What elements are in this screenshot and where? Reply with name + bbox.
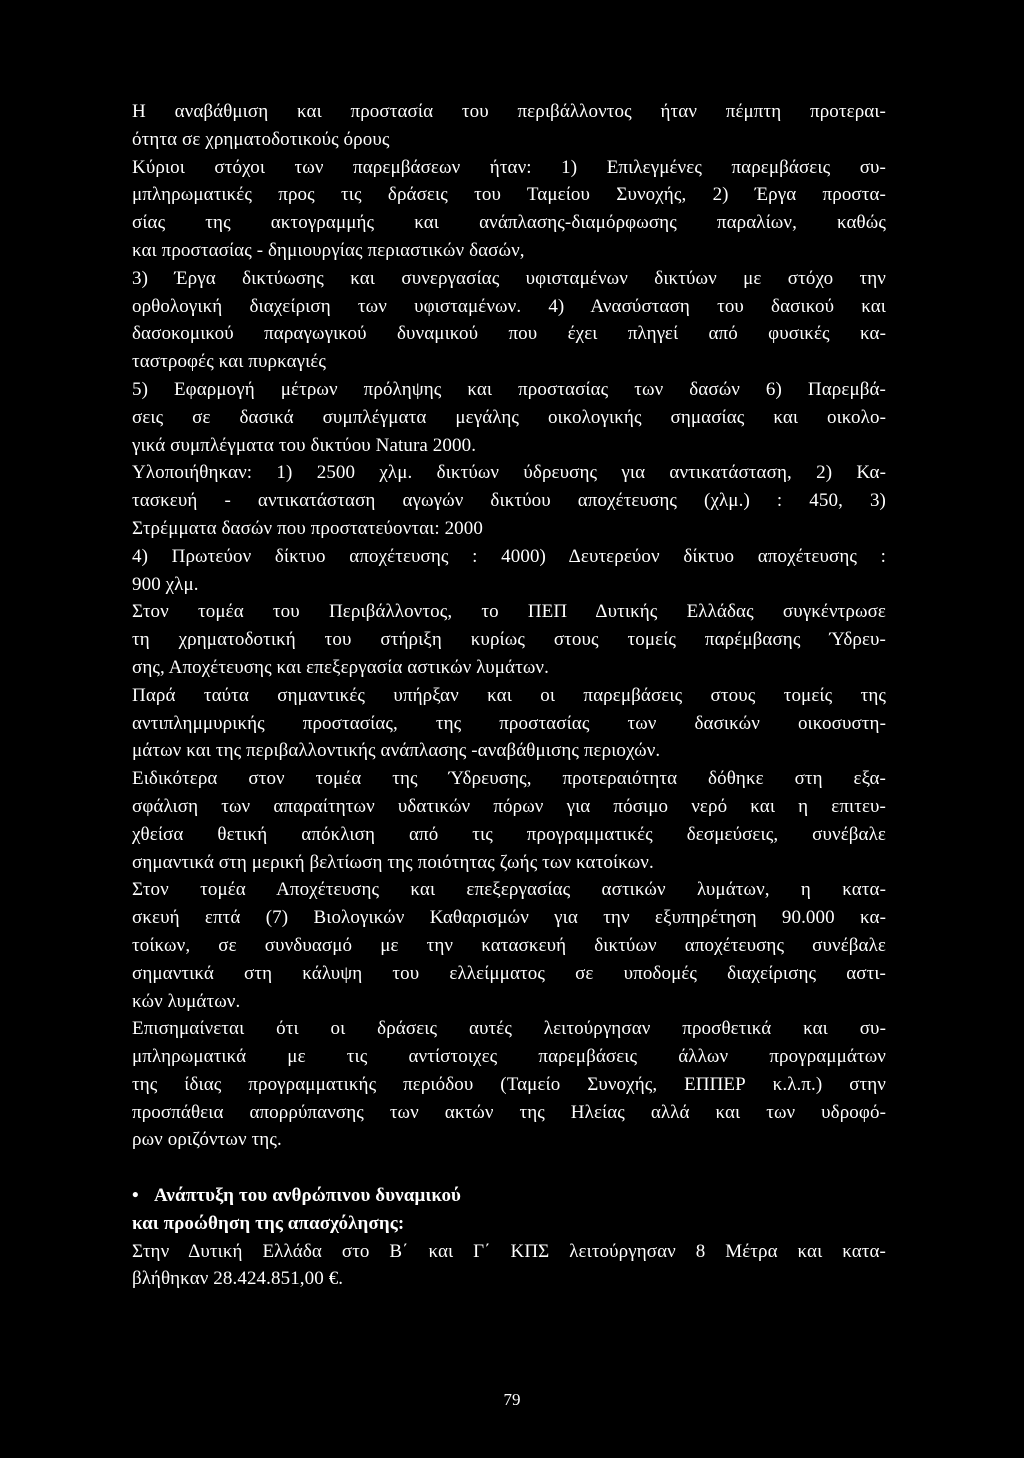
section-heading xyxy=(132,1182,886,1210)
paragraph-line: σης, Αποχέτευσης και επεξεργασία αστικών λυμάτων. xyxy=(132,656,549,678)
paragraph-line: Κύριοι στόχοι των παρεμβάσεων ήταν: 1) Επιλεγμένες παρεμβάσεις συ- xyxy=(132,156,886,178)
paragraph-line: 900 χλμ. xyxy=(132,573,199,595)
paragraph-line: σημαντικά στη μερική βελτίωση της ποιότητας ζωής των κατοίκων. xyxy=(132,851,654,873)
paragraph-line: 4) Πρωτεύον δίκτυο αποχέτευσης : 4000) Δευτερεύον δίκτυο αποχέτευσης : xyxy=(132,545,886,567)
page-number: 79 xyxy=(503,1390,521,1409)
paragraph-line: χθείσα θετική απόκλιση από τις προγραμματικές δεσμεύσεις, συνέβαλε xyxy=(132,823,886,845)
bullet-icon: • xyxy=(132,1185,139,1207)
section-heading-line-2: και προώθηση της απασχόλησης: xyxy=(132,1212,405,1234)
paragraph-line: βλήθηκαν 28.424.851,00 €. xyxy=(132,1268,344,1290)
paragraph-line: Επισημαίνεται ότι οι δράσεις αυτές λειτούργησαν προσθετικά και συ- xyxy=(132,1018,886,1040)
paragraph-line: και προστασίας - δημιουργίας περιαστικών δασών, xyxy=(132,239,525,261)
paragraph-line: Παρά ταύτα σημαντικές υπήρξαν και οι παρεμβάσεις στους τομείς της xyxy=(132,684,886,706)
paragraph-line: 5) Εφαρμογή μέτρων πρόληψης και προστασίας των δασών 6) Παρεμβά- xyxy=(132,378,886,400)
paragraph-line: προσπάθεια απορρύπανσης των ακτών της Ηλείας αλλά και των υδροφό- xyxy=(132,1101,886,1123)
paragraph-line: γικά συμπλέγματα του δικτύου Natura 2000. xyxy=(132,434,477,456)
paragraph-line: Στον τομέα Αποχέτευσης και επεξεργασίας αστικών λυμάτων, η κατα- xyxy=(132,879,886,901)
paragraph-line: σημαντικά στη κάλυψη του ελλείμματος σε υποδομές διαχείρισης αστι- xyxy=(132,962,886,984)
paragraph-line: Στην Δυτική Ελλάδα στο Β΄ και Γ΄ ΚΠΣ λειτούργησαν 8 Μέτρα και κατα- xyxy=(132,1240,886,1262)
paragraph-line: δασοκομικού παραγωγικού δυναμικού που έχει πληγεί από φυσικές κα- xyxy=(132,323,886,345)
paragraph-line: σφάλιση των απαραίτητων υδατικών πόρων για πόσιμο νερό και η επιτευ- xyxy=(132,795,886,817)
paragraph-line: της ίδιας προγραμματικής περιόδου (Ταμείο Συνοχής, ΕΠΠΕΡ κ.λ.π.) στην xyxy=(132,1073,886,1095)
paragraph-line: κών λυμάτων. xyxy=(132,990,241,1012)
paragraph-line: τοίκων, σε συνδυασμό με την κατασκευή δικτύων αποχέτευσης συνέβαλε xyxy=(132,934,886,956)
paragraph-line: Η αναβάθμιση και προστασία του περιβάλλοντος ήταν πέμπτη προτεραι- xyxy=(132,101,886,122)
paragraph-line: 3) Έργα δικτύωσης και συνεργασίας υφισταμένων δικτύων με στόχο την xyxy=(132,267,886,289)
paragraph-line: ότητα σε χρηματοδοτικούς όρους xyxy=(132,128,390,150)
paragraph-line: Στρέμματα δασών που προστατεύονται: 2000 xyxy=(132,517,483,539)
paragraph-line: σκευή επτά (7) Βιολογικών Καθαρισμών για την εξυπηρέτηση 90.000 κα- xyxy=(132,907,886,929)
paragraph-line: Υλοποιήθηκαν: 1) 2500 χλμ. δικτύων ύδρευσης για αντικατάσταση, 2) Κα- xyxy=(132,462,886,484)
paragraph-line: τασκευή - αντικατάσταση αγωγών δικτύου αποχέτευσης (χλμ.) : 450, 3) xyxy=(132,490,886,512)
paragraph-line: μπληρωματικές προς τις δράσεις του Ταμείου Συνοχής, 2) Έργα προστα- xyxy=(132,184,886,206)
paragraph-line: τη χρηματοδοτική του στήριξη κυρίως στους τομείς παρέμβασης Ύδρευ- xyxy=(132,629,886,651)
paragraph-line: ρων οριζόντων της. xyxy=(132,1129,282,1151)
paragraph-line: σίας της ακτογραμμής και ανάπλασης-διαμόρφωσης παραλίων, καθώς xyxy=(132,212,886,234)
paragraph-line: ταστροφές και πυρκαγιές xyxy=(132,351,327,373)
paragraph-line: σεις σε δασικά συμπλέγματα μεγάλης οικολογικής σημασίας και οικολο- xyxy=(132,406,886,428)
paragraph-line: ορθολογική διαχείριση των υφισταμένων. 4) Ανασύσταση του δασικού και xyxy=(132,295,886,317)
paragraph-line: μάτων και της περιβαλλοντικής ανάπλασης -αναβάθμισης περιοχών. xyxy=(132,740,661,762)
paragraph-line: Στον τομέα του Περιβάλλοντος, το ΠΕΠ Δυτικής Ελλάδας συγκέντρωσε xyxy=(132,601,886,623)
section-gap xyxy=(132,1154,886,1182)
paragraph-line: μπληρωματικά με τις αντίστοιχες παρεμβάσεις άλλων προγραμμάτων xyxy=(132,1046,886,1068)
paragraph-line: Ειδικότερα στον τομέα της Ύδρευσης, προτεραιότητα δόθηκε στη εξα- xyxy=(132,768,886,790)
body-text xyxy=(132,98,886,1293)
section-heading-line-1: Ανάπτυξη του ανθρώπινου δυναμικού xyxy=(154,1185,462,1207)
paragraph-line: αντιπλημμυρικής προστασίας, της προστασίας των δασικών οικοσυστη- xyxy=(132,712,886,734)
